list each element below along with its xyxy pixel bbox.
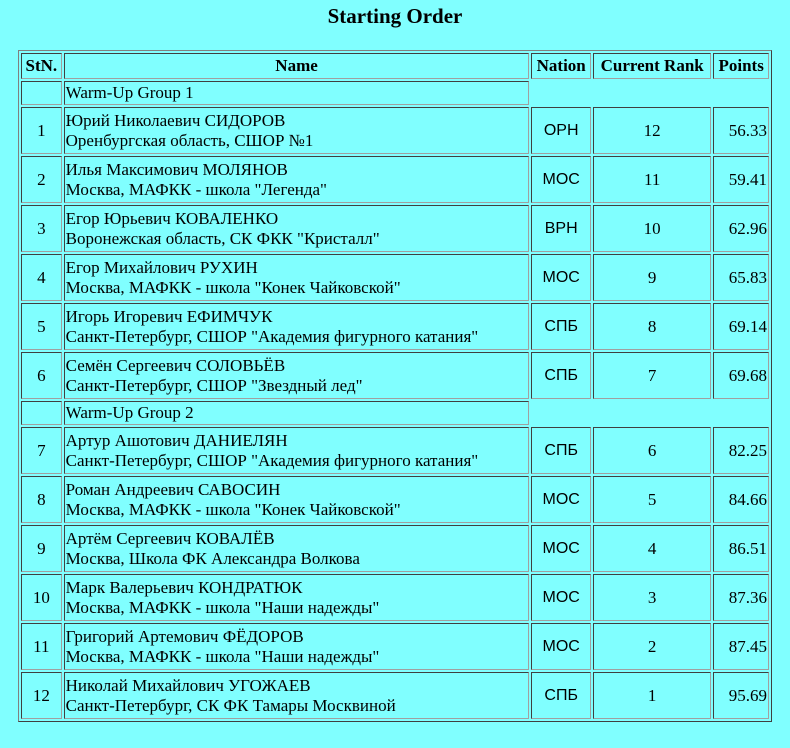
nation-cell bbox=[531, 574, 591, 621]
nation-cell bbox=[531, 427, 591, 474]
nation-code: СПБ bbox=[544, 687, 578, 704]
skater-name: Семён Сергеевич СОЛОВЬЁВ bbox=[65, 355, 286, 375]
points: 56.33 bbox=[713, 107, 769, 154]
nation-code: МОС bbox=[542, 171, 580, 188]
start-number: 5 bbox=[21, 303, 62, 350]
header-stn: StN. bbox=[21, 53, 62, 79]
header-name: Name bbox=[64, 53, 530, 79]
skater-name: Егор Юрьевич КОВАЛЕНКО bbox=[65, 208, 279, 228]
skater-club: Москва, МАФКК - школа "Наши надежды" bbox=[65, 646, 380, 666]
skater-cell bbox=[64, 672, 530, 719]
current-rank: 3 bbox=[593, 574, 711, 621]
skater-club: Санкт-Петербург, СШОР "Звездный лед" bbox=[65, 375, 363, 395]
points: 95.69 bbox=[713, 672, 769, 719]
table-row bbox=[21, 476, 769, 523]
table-row bbox=[21, 303, 769, 350]
points: 82.25 bbox=[713, 427, 769, 474]
current-rank: 11 bbox=[593, 156, 711, 203]
start-number: 9 bbox=[21, 525, 62, 572]
skater-club: Москва, МАФКК - школа "Конек Чайковской" bbox=[65, 277, 401, 297]
table-row bbox=[21, 525, 769, 572]
table-row bbox=[21, 672, 769, 719]
skater-cell bbox=[64, 476, 530, 523]
skater-name: Артур Ашотович ДАНИЕЛЯН bbox=[65, 430, 288, 450]
header-points: Points bbox=[713, 53, 769, 79]
skater-name: Марк Валерьевич КОНДРАТЮК bbox=[65, 577, 303, 597]
skater-cell bbox=[64, 205, 530, 252]
start-number: 7 bbox=[21, 427, 62, 474]
warmup-group-row bbox=[21, 81, 769, 105]
skater-cell bbox=[64, 107, 530, 154]
start-number: 2 bbox=[21, 156, 62, 203]
skater-cell bbox=[64, 574, 530, 621]
points: 87.36 bbox=[713, 574, 769, 621]
skater-club: Воронежская область, СК ФКК "Кристалл" bbox=[65, 228, 380, 248]
header-row bbox=[21, 53, 769, 79]
skater-cell bbox=[64, 525, 530, 572]
current-rank: 12 bbox=[593, 107, 711, 154]
warmup-group-empty-cell bbox=[21, 81, 62, 105]
skater-cell bbox=[64, 623, 530, 670]
start-number: 8 bbox=[21, 476, 62, 523]
nation-code: ОРН bbox=[543, 122, 579, 139]
warmup-group-label: Warm-Up Group 2 bbox=[64, 401, 530, 425]
nation-code: МОС bbox=[542, 589, 580, 606]
skater-club: Москва, Школа ФК Александра Волкова bbox=[65, 548, 360, 568]
nation-code: МОС bbox=[542, 540, 580, 557]
nation-cell bbox=[531, 352, 591, 399]
skater-name: Егор Михайлович РУХИН bbox=[65, 257, 258, 277]
start-number: 10 bbox=[21, 574, 62, 621]
skater-cell bbox=[64, 254, 530, 301]
header-nation: Nation bbox=[531, 53, 591, 79]
skater-club: Москва, МАФКК - школа "Легенда" bbox=[65, 179, 327, 199]
skater-club: Санкт-Петербург, СШОР "Академия фигурного катания" bbox=[65, 326, 479, 346]
current-rank: 6 bbox=[593, 427, 711, 474]
current-rank: 9 bbox=[593, 254, 711, 301]
skater-club: Москва, МАФКК - школа "Наши надежды" bbox=[65, 597, 380, 617]
points: 69.14 bbox=[713, 303, 769, 350]
start-number: 11 bbox=[21, 623, 62, 670]
table-row bbox=[21, 352, 769, 399]
nation-cell bbox=[531, 156, 591, 203]
start-number: 12 bbox=[21, 672, 62, 719]
start-number: 3 bbox=[21, 205, 62, 252]
nation-cell bbox=[531, 623, 591, 670]
warmup-group-filler bbox=[531, 81, 769, 105]
nation-cell bbox=[531, 476, 591, 523]
current-rank: 1 bbox=[593, 672, 711, 719]
table-row bbox=[21, 156, 769, 203]
points: 84.66 bbox=[713, 476, 769, 523]
nation-cell bbox=[531, 254, 591, 301]
nation-code: ВРН bbox=[544, 220, 578, 237]
points: 62.96 bbox=[713, 205, 769, 252]
skater-cell bbox=[64, 303, 530, 350]
warmup-group-empty-cell bbox=[21, 401, 62, 425]
points: 86.51 bbox=[713, 525, 769, 572]
start-number: 4 bbox=[21, 254, 62, 301]
skater-name: Игорь Игоревич ЕФИМЧУК bbox=[65, 306, 273, 326]
nation-code: МОС bbox=[542, 638, 580, 655]
skater-name: Николай Михайлович УГОЖАЕВ bbox=[65, 675, 311, 695]
table-row bbox=[21, 205, 769, 252]
skater-cell bbox=[64, 352, 530, 399]
table-row bbox=[21, 427, 769, 474]
table-row bbox=[21, 574, 769, 621]
skater-cell bbox=[64, 427, 530, 474]
nation-code: СПБ bbox=[544, 318, 578, 335]
skater-name: Роман Андреевич САВОСИН bbox=[65, 479, 281, 499]
page-title: Starting Order bbox=[327, 4, 463, 28]
current-rank: 7 bbox=[593, 352, 711, 399]
skater-name: Артём Сергеевич КОВАЛЁВ bbox=[65, 528, 275, 548]
nation-cell bbox=[531, 107, 591, 154]
warmup-group-filler bbox=[531, 401, 769, 425]
points: 59.41 bbox=[713, 156, 769, 203]
starting-order-table bbox=[18, 50, 772, 722]
nation-code: МОС bbox=[542, 269, 580, 286]
skater-name: Юрий Николаевич СИДОРОВ bbox=[65, 110, 286, 130]
nation-code: МОС bbox=[542, 491, 580, 508]
current-rank: 4 bbox=[593, 525, 711, 572]
current-rank: 2 bbox=[593, 623, 711, 670]
table-row bbox=[21, 107, 769, 154]
table-row bbox=[21, 254, 769, 301]
nation-cell bbox=[531, 205, 591, 252]
points: 69.68 bbox=[713, 352, 769, 399]
skater-name: Григорий Артемович ФЁДОРОВ bbox=[65, 626, 304, 646]
start-number: 1 bbox=[21, 107, 62, 154]
points: 65.83 bbox=[713, 254, 769, 301]
current-rank: 8 bbox=[593, 303, 711, 350]
warmup-group-row bbox=[21, 401, 769, 425]
skater-club: Санкт-Петербург, СК ФК Тамары Москвиной bbox=[65, 695, 396, 715]
nation-cell bbox=[531, 303, 591, 350]
skater-name: Илья Максимович МОЛЯНОВ bbox=[65, 159, 288, 179]
nation-cell bbox=[531, 525, 591, 572]
warmup-group-label: Warm-Up Group 1 bbox=[64, 81, 530, 105]
skater-club: Санкт-Петербург, СШОР "Академия фигурного катания" bbox=[65, 450, 479, 470]
header-current-rank: Current Rank bbox=[593, 53, 711, 79]
nation-cell bbox=[531, 672, 591, 719]
current-rank: 5 bbox=[593, 476, 711, 523]
points: 87.45 bbox=[713, 623, 769, 670]
start-number: 6 bbox=[21, 352, 62, 399]
nation-code: СПБ bbox=[544, 367, 578, 384]
skater-club: Оренбургская область, СШОР №1 bbox=[65, 130, 314, 150]
table-row bbox=[21, 623, 769, 670]
nation-code: СПБ bbox=[544, 442, 578, 459]
skater-club: Москва, МАФКК - школа "Конек Чайковской" bbox=[65, 499, 401, 519]
skater-cell bbox=[64, 156, 530, 203]
current-rank: 10 bbox=[593, 205, 711, 252]
